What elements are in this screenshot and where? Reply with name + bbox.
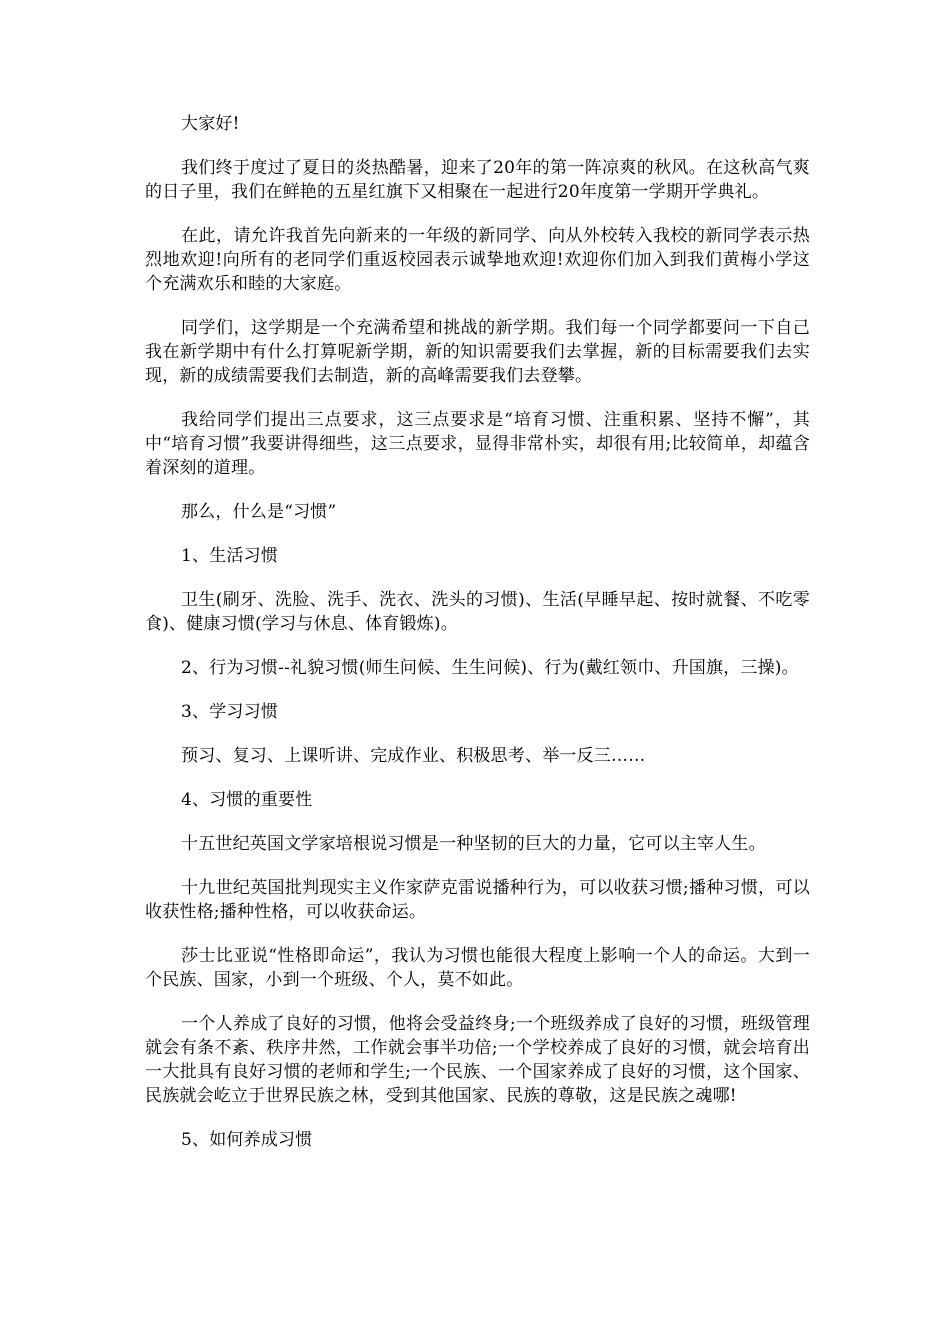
intro-paragraph: 我们终于度过了夏日的炎热酷暑，迎来了20年的第一阵凉爽的秋风。在这秋高气爽的日子里，我们在鲜艳的五星红旗下又相聚在一起进行20年度第一学期开学典礼。 — [145, 158, 810, 202]
shakespeare-quote-paragraph: 莎士比亚说“性格即命运”，我认为习惯也能很大程度上影响一个人的命运。大到一个民族、国家，小到一个班级、个人，莫不如此。 — [145, 946, 810, 990]
thackeray-quote-paragraph: 十九世纪英国批判现实主义作家萨克雷说播种行为，可以收获习惯;播种习惯，可以收获性格;播种性格，可以收获命运。 — [145, 878, 810, 922]
document-body — [145, 112, 810, 1172]
life-habits-heading: 1、生活习惯 — [181, 546, 279, 566]
study-habits-heading: 3、学习习惯 — [181, 702, 279, 722]
new-semester-paragraph: 同学们，这学期是一个充满希望和挑战的新学期。我们每一个同学都要问一下自己我在新学期中有什么打算呢新学期，新的知识需要我们去掌握，新的目标需要我们去实现，新的成绩需要我们去制造，新的高峰需要我们去登攀。 — [145, 318, 810, 386]
good-habits-paragraph: 一个人养成了良好的习惯，他将会受益终身;一个班级养成了良好的习惯，班级管理就会有条不紊、秩序井然，工作就会事半功倍;一个学校养成了良好的习惯，就会培育出一大批具有良好习惯的老师和学生;一个民族、一个国家养成了良好的习惯，这个国家、民族就会屹立于世界民族之林，受到其他国家、民族的尊敬，这是民族之魂哪! — [145, 1014, 810, 1106]
how-to-form-habits-heading: 5、如何养成习惯 — [181, 1130, 313, 1150]
study-habits-paragraph: 预习、复习、上课听讲、完成作业、积极思考、举一反三…… — [181, 746, 646, 766]
welcome-paragraph: 在此，请允许我首先向新来的一年级的新同学、向从外校转入我校的新同学表示热烈地欢迎!向所有的老同学们重返校园表示诚挚地欢迎!欢迎你们加入到我们黄梅小学这个充满欢乐和睦的大家庭。 — [145, 226, 810, 294]
what-is-habit-heading: 那么，什么是“习惯” — [181, 502, 337, 522]
requirements-paragraph: 我给同学们提出三点要求，这三点要求是“培育习惯、注重积累、坚持不懈”，其中“培育习惯”我要讲得细些，这三点要求，显得非常朴实，却很有用;比较简单，却蕴含着深刻的道理。 — [145, 410, 810, 478]
habit-importance-heading: 4、习惯的重要性 — [181, 790, 313, 810]
bacon-quote-paragraph: 十五世纪英国文学家培根说习惯是一种坚韧的巨大的力量，它可以主宰人生。 — [181, 834, 766, 854]
life-habits-paragraph: 卫生(刷牙、洗脸、洗手、洗衣、洗头的习惯)、生活(早睡早起、按时就餐、不吃零食)、健康习惯(学习与休息、体育锻炼)。 — [145, 590, 810, 634]
behavior-habits-paragraph: 2、行为习惯--礼貌习惯(师生问候、生生问候)、行为(戴红领巾、升国旗，三操)。 — [181, 658, 799, 678]
greeting-paragraph: 大家好! — [181, 114, 240, 134]
